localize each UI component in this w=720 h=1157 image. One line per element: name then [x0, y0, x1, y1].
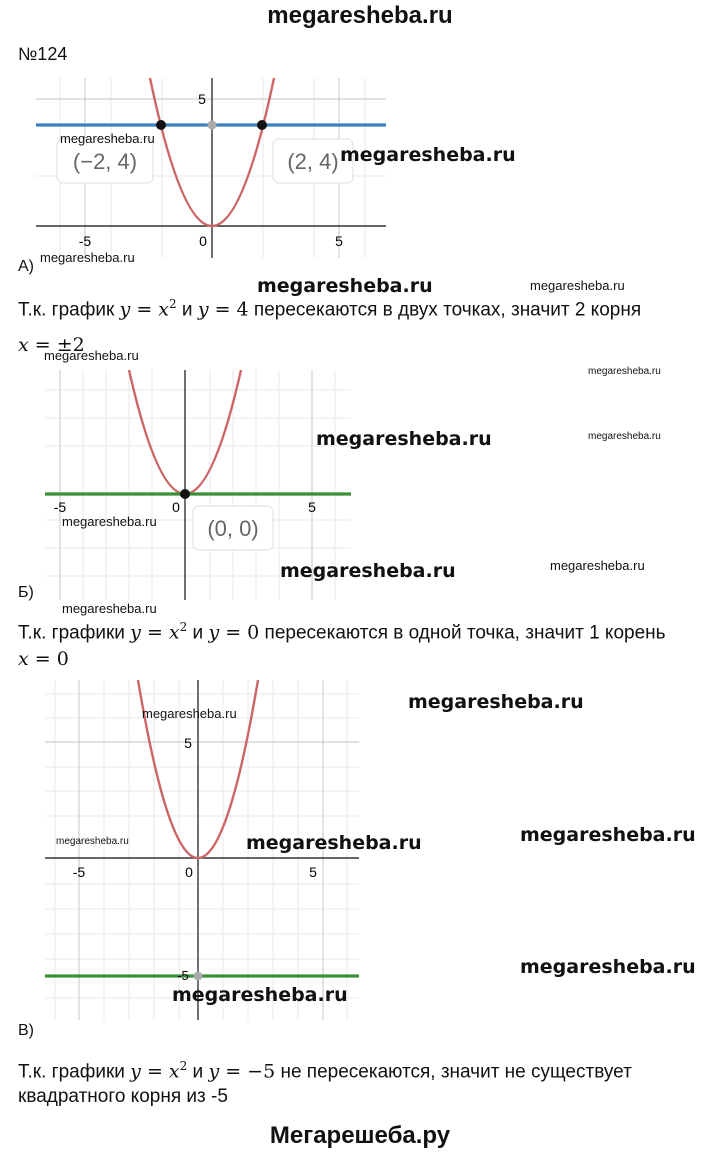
tick-zero: 0	[199, 233, 207, 249]
watermark: megaresheba.ru	[520, 956, 696, 978]
tick-ybottom: -5	[177, 968, 189, 983]
watermark: megaresheba.ru	[530, 278, 625, 293]
intersection-point-right	[257, 120, 267, 130]
tick-ytop: 5	[184, 735, 192, 751]
site-footer: Мегарешеба.ру	[269, 1122, 451, 1149]
watermark: megaresheba.ru	[62, 514, 157, 529]
watermark: megaresheba.ru	[56, 836, 129, 847]
tick-zero: 0	[185, 864, 193, 880]
watermark: megaresheba.ru	[588, 366, 661, 377]
part-a-letter: А)	[18, 258, 34, 275]
part-b-text: Т.к. графики $y = x^2$ и y = 0 пересекаются в одной точка, значит 1 корень	[18, 620, 666, 644]
point-label-origin: (0, 0)	[207, 516, 259, 541]
watermark: megaresheba.ru	[44, 348, 139, 363]
part-c-line2: квадратного корня из -5	[18, 1086, 228, 1107]
part-b-answer: x = 0	[18, 648, 69, 670]
tick-zero: 0	[172, 499, 180, 515]
graph-a	[36, 78, 386, 258]
watermark: megaresheba.ru	[62, 601, 157, 616]
tick-pos: 5	[308, 499, 316, 515]
intersection-point-left	[156, 120, 166, 130]
watermark: megaresheba.ru	[246, 832, 422, 854]
part-c-letter: В)	[18, 1022, 34, 1039]
part-c-text: Т.к. графики $y = x^2$ и y = −5 не пересекаются, значит не существует	[18, 1059, 632, 1083]
part-a-text: Т.к. график $y = x^2$ и y = 4 пересекаются в двух точках, значит 2 корня	[18, 297, 642, 321]
watermark: megaresheba.ru	[408, 691, 584, 713]
tick-neg: -5	[72, 864, 86, 880]
part-a-answer: x = ±2	[18, 334, 85, 356]
tick-neg: -5	[78, 233, 92, 249]
problem-number: №124	[18, 44, 68, 64]
watermark: megaresheba.ru	[142, 706, 237, 721]
watermark: megaresheba.ru	[60, 131, 155, 146]
watermark: megaresheba.ru	[316, 428, 492, 450]
intersection-point-origin	[180, 489, 190, 499]
tick-neg: -5	[53, 499, 67, 515]
watermark: megaresheba.ru	[520, 824, 696, 846]
tick-ytop: 5	[198, 91, 206, 107]
site-header: megaresheba.ru	[267, 2, 453, 29]
watermark: megaresheba.ru	[40, 250, 135, 265]
watermark: megaresheba.ru	[172, 984, 348, 1006]
part-b-letter: Б)	[18, 584, 34, 601]
tick-pos: 5	[335, 233, 343, 249]
watermark: megaresheba.ru	[588, 431, 661, 442]
point-label-left: (−2, 4)	[72, 149, 138, 174]
point-label-right: (2, 4)	[287, 149, 339, 174]
axis-point	[194, 972, 203, 981]
axis-point	[208, 121, 217, 130]
tick-pos: 5	[309, 864, 317, 880]
watermark: megaresheba.ru	[280, 560, 456, 582]
watermark: megaresheba.ru	[340, 144, 516, 166]
watermark: megaresheba.ru	[550, 558, 645, 573]
watermark: megaresheba.ru	[257, 275, 433, 297]
